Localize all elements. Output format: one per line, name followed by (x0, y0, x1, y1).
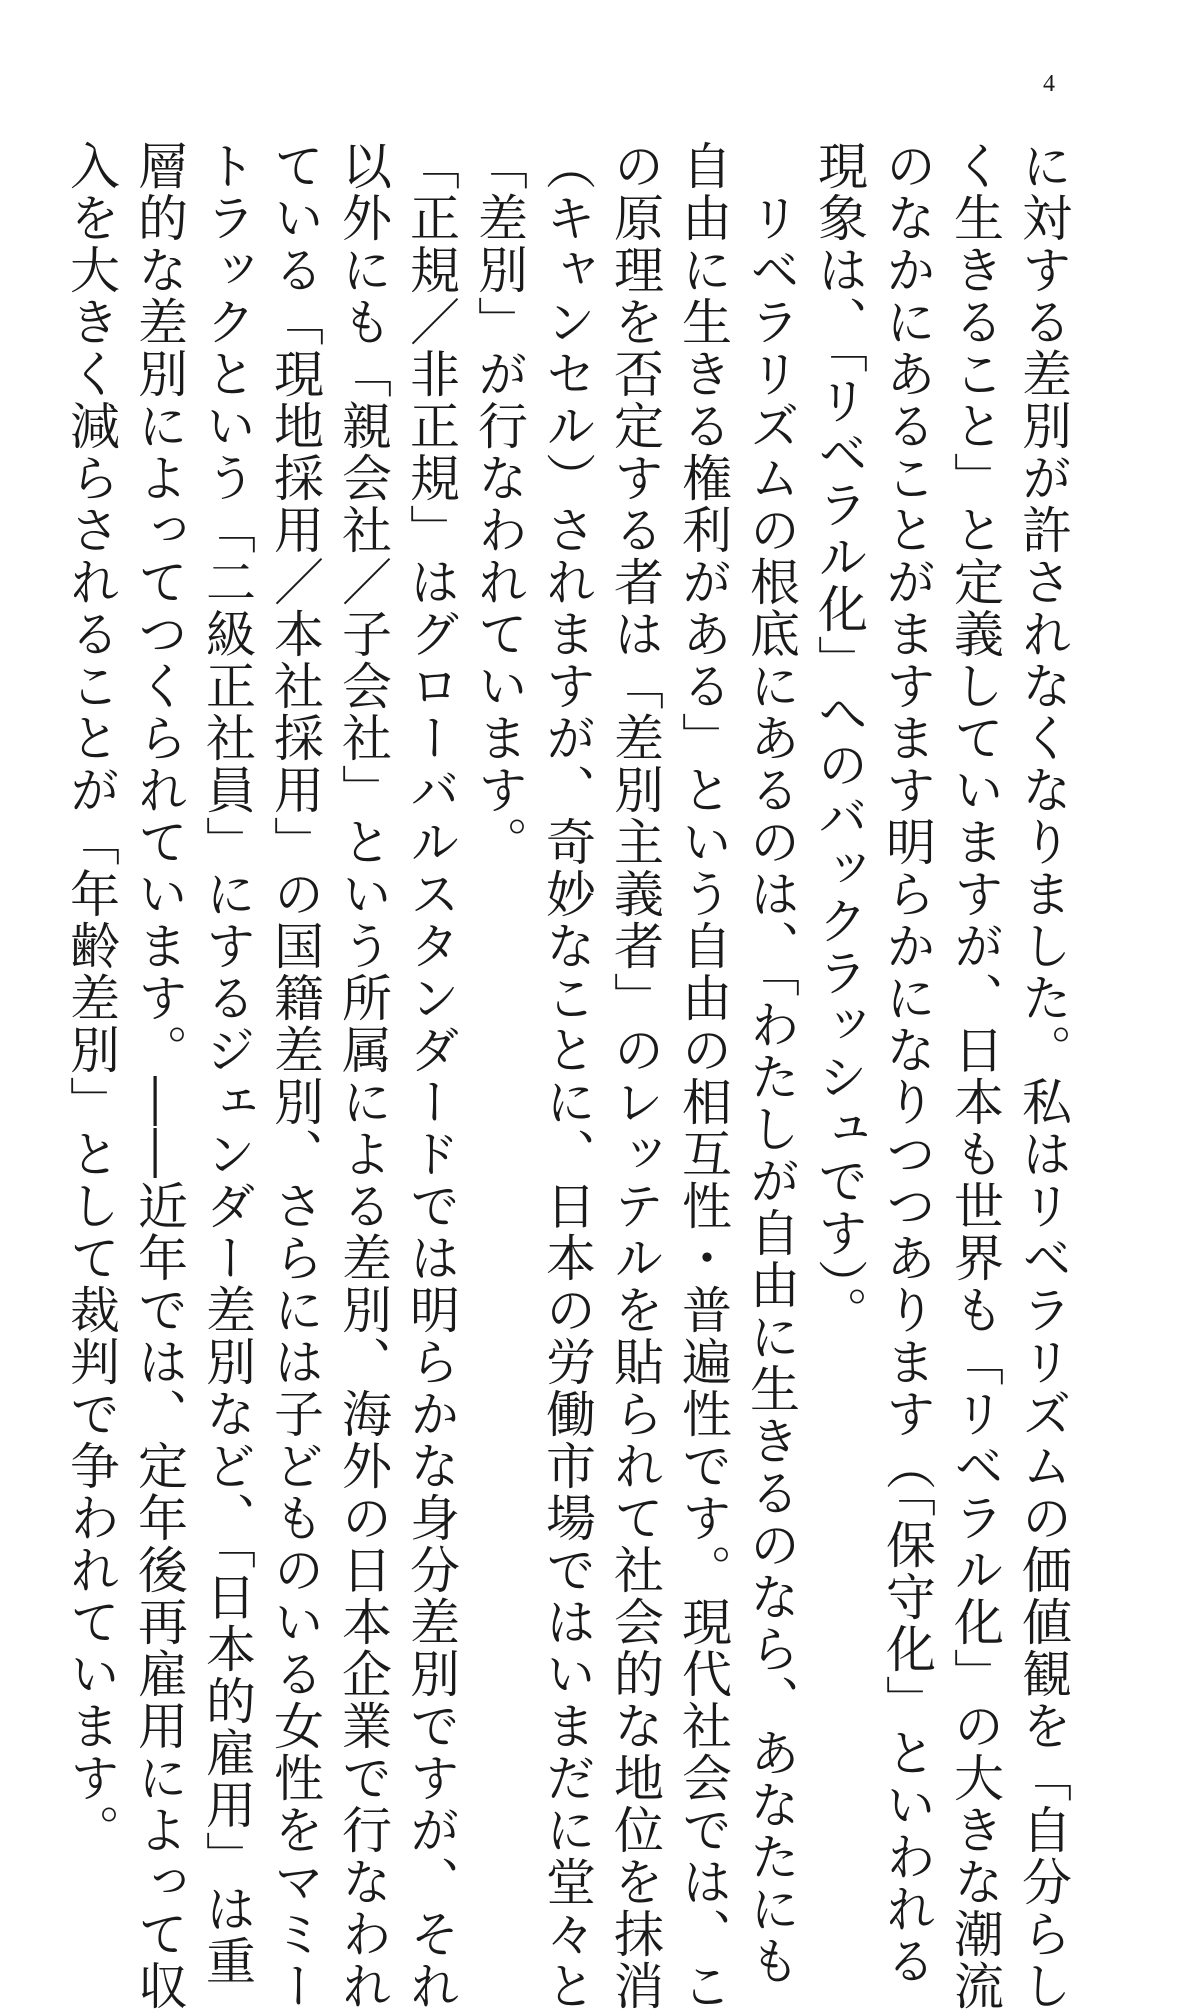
text-column: 自由に生きる権利がある」という自由の相互性・普遍性です。現代社会では、こ (674, 140, 732, 2012)
text-column: 入を大きく減らされることが「年齢差別」として裁判で争われています。 (62, 140, 120, 1856)
text-column: リベラリズムの根底にあるのは、「わたしが自由に生きるのなら、あなたにも (742, 140, 800, 1987)
text-column: （キャンセル）されますが、奇妙なことに、日本の労働市場ではいまだに堂々と (538, 140, 596, 2012)
text-column: 現象は、「リベラル化」へのバックラッシュです）。 (810, 140, 868, 1338)
text-column: 「差別」が行なわれています。 (470, 140, 528, 868)
text-column: の原理を否定する者は「差別主義者」のレッテルを貼られて社会的な地位を抹消 (606, 140, 664, 2012)
text-column: 層的な差別によってつくられています。――近年では、定年後再雇用によって収 (130, 140, 188, 2012)
text-column: 「正規／非正規」はグローバルスタンダードでは明らかな身分差別ですが、それ (402, 140, 460, 2012)
text-column: く生きること」と定義していますが、日本も世界も「リベラル化」の大きな潮流 (946, 140, 1004, 2012)
text-column: ている「現地採用／本社採用」の国籍差別、さらには子どものいる女性をマミー (266, 140, 324, 2012)
text-column: 以外にも「親会社／子会社」という所属による差別、海外の日本企業で行なわれ (334, 140, 392, 2012)
text-column: のなかにあることがますます明らかになりつつあります（「保守化」といわれる (878, 140, 936, 1987)
page-number: 4 (1043, 71, 1055, 97)
text-column: トラックという「二級正社員」にするジェンダー差別など、「日本的雇用」は重 (198, 140, 256, 1987)
text-column: に対する差別が許されなくなりました。私はリベラリズムの価値観を「自分らし (1014, 140, 1072, 2012)
vertical-text-body (57, 140, 1077, 2012)
